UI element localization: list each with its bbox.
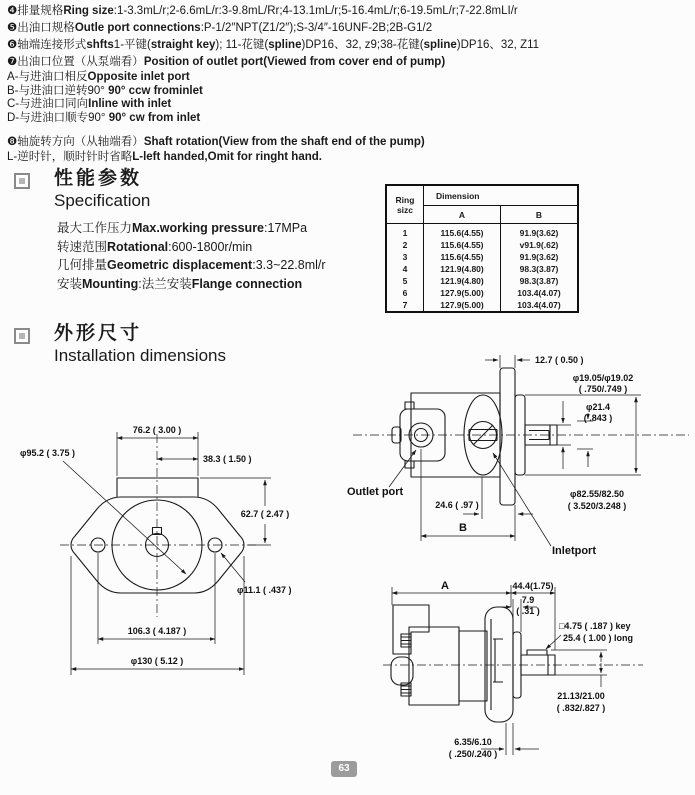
mounting-flange-disc bbox=[485, 607, 513, 722]
table-row bbox=[386, 287, 578, 299]
spec-title-en: Specification bbox=[54, 191, 151, 210]
table-cell: 98.3(3.87) bbox=[501, 263, 579, 275]
dim-label-11: φ11.1 ( .437 ) bbox=[237, 585, 292, 595]
table-cell: 115.6(4.55) bbox=[424, 239, 501, 251]
table-cell: v91.9(.62) bbox=[501, 239, 579, 251]
table-row bbox=[386, 299, 578, 312]
dims-title-zh: 外形尺寸 bbox=[54, 323, 143, 344]
top-notes bbox=[7, 3, 539, 165]
shaft-key bbox=[527, 650, 547, 655]
table-cell: 91.9(3.62) bbox=[501, 224, 579, 240]
dim-label-444: 44.4(1.75) bbox=[512, 581, 554, 591]
table-row bbox=[386, 224, 578, 240]
spec-table-body bbox=[386, 224, 578, 313]
table-row bbox=[386, 251, 578, 263]
table-cell: 91.9(3.62) bbox=[501, 251, 579, 263]
note-outlet-connections: ❺出油口规格Outle port connections:P-1/2″NPT(Z1/2″);S-3/4″-16UNF-2B;2B-G1/2 bbox=[7, 22, 433, 34]
spec-displacement: 几何排量Geometric displacement:3.3~22.8ml/r bbox=[57, 258, 326, 272]
dim-label-19b: ( .750/.749 ) bbox=[578, 384, 628, 394]
table-cell: 121.9(4.80) bbox=[424, 263, 501, 275]
dim-label-2113a: 21.13/21.00 bbox=[557, 691, 605, 701]
note-position-d: D-与进油口顺专90° 90° cw from inlet bbox=[7, 111, 201, 124]
table-cell: 1 bbox=[386, 224, 424, 240]
table-cell: 5 bbox=[386, 275, 424, 287]
side-view-drawing bbox=[345, 337, 695, 580]
key-note-line2: 25.4 ( 1.00 ) long bbox=[563, 633, 634, 643]
table-cell: 2 bbox=[386, 239, 424, 251]
table-cell: 3 bbox=[386, 251, 424, 263]
section-bullet-icon bbox=[14, 328, 30, 344]
key-note-line1: □4.75 ( .187 ) key bbox=[559, 621, 631, 631]
table-cell: 127.9(5.00) bbox=[424, 287, 501, 299]
inlet-port-label: Inletport bbox=[552, 545, 596, 557]
table-cell: 115.6(4.55) bbox=[424, 251, 501, 263]
note-position-a: A-与进油口相反Opposite inlet port bbox=[7, 71, 190, 83]
dim-label-106: 106.3 ( 4.187 ) bbox=[127, 626, 187, 636]
table-header-a: A bbox=[424, 206, 501, 224]
table-cell: 7 bbox=[386, 299, 424, 312]
dim-label-76: 76.2 ( 3.00 ) bbox=[132, 425, 182, 435]
table-row bbox=[386, 263, 578, 275]
page-number-badge: 63 bbox=[331, 761, 357, 777]
dim-label-38: 38.3 ( 1.50 ) bbox=[203, 454, 252, 464]
spec-section-header bbox=[14, 168, 150, 212]
shaft-view-dimensions bbox=[392, 585, 607, 755]
note-outlet-position: ❼出油口位置（从泵端看）Position of outlet port(Viewed from cover end of pump) bbox=[7, 56, 446, 68]
table-cell: 6 bbox=[386, 287, 424, 299]
pump-body-outline bbox=[392, 368, 557, 505]
dim-label-21b: ( .843 ) bbox=[583, 413, 613, 423]
flange-outline bbox=[71, 478, 244, 593]
dim-label-246: 24.6 ( .97 ) bbox=[435, 500, 479, 510]
dim-label-a: A bbox=[441, 580, 449, 592]
shaft-view-drawing bbox=[345, 577, 695, 782]
dims-section-header bbox=[14, 323, 226, 367]
note-ring-size: ❹排量规格Ring size:1-3.3mL/r;2-6.6mL/r:3-9.8mL/Rr;4-13.1mL/r;5-16.4mL/r;6-19.5mL/r;7-22.8mLI/r bbox=[7, 5, 518, 17]
spec-max-pressure: 最大工作压力Max.working pressure:17MPa bbox=[57, 221, 308, 235]
pump-body-outline bbox=[391, 605, 555, 722]
dim-label-79a: 7.9 bbox=[521, 595, 535, 605]
dim-label-2113b: ( .832/.827 ) bbox=[556, 703, 606, 713]
table-cell: 121.9(4.80) bbox=[424, 275, 501, 287]
table-header-ring: Ring sizc bbox=[386, 185, 424, 224]
dim-label-82a: φ82.55/82.50 bbox=[570, 489, 624, 499]
note-rotation-l: L-逆时针，顺时针时省略L-left handed,Omit for ringht hand. bbox=[7, 151, 322, 163]
spec-lines bbox=[57, 219, 326, 293]
outlet-port-label: Outlet port bbox=[347, 486, 404, 498]
dim-label-130: φ130 ( 5.12 ) bbox=[130, 656, 184, 666]
table-cell: 103.4(4.07) bbox=[501, 299, 579, 312]
table-cell: 127.9(5.00) bbox=[424, 299, 501, 312]
table-header-b: B bbox=[501, 206, 579, 224]
dim-label-82b: ( 3.520/3.248 ) bbox=[567, 501, 627, 511]
table-cell: 98.3(3.87) bbox=[501, 275, 579, 287]
note-shaft-rotation: ❽轴旋转方向（从轴端看）Shaft rotation(View from the shaft end of the pump) bbox=[7, 136, 425, 148]
note-position-b: B-与进油口逆转90° 90° ccw frominlet bbox=[7, 84, 203, 97]
dim-label-127: 12.7 ( 0.50 ) bbox=[535, 355, 584, 365]
table-row bbox=[386, 239, 578, 251]
spec-rotational: 转速范围Rotational:600-1800r/min bbox=[57, 239, 253, 254]
port-boss bbox=[391, 657, 413, 685]
dim-label-62: 62.7 ( 2.47 ) bbox=[240, 509, 290, 519]
note-position-c: C-与进油口同向Inline with inlet bbox=[7, 98, 172, 110]
dim-label-635a: 6.35/6.10 bbox=[454, 737, 492, 747]
table-header-dimension: Dimension bbox=[424, 185, 579, 206]
spec-title-zh: 性能参数 bbox=[54, 168, 143, 189]
dim-label-19a: φ19.05/φ19.02 bbox=[572, 373, 634, 383]
dim-label-b: B bbox=[459, 522, 467, 534]
dim-label-21a: φ21.4 bbox=[586, 402, 610, 412]
table-cell: 4 bbox=[386, 263, 424, 275]
note-shaft-type: ❻轴端连接形式shfts1-平键(straight key); 11-花键(spline)DP16、32, z9;38-花键(spline)DP16、32, Z11 bbox=[7, 39, 540, 51]
spec-mounting: 安装Mounting:法兰安装Flange connection bbox=[57, 276, 303, 291]
front-view-drawing bbox=[8, 412, 343, 687]
table-cell: 103.4(4.07) bbox=[501, 287, 579, 299]
section-bullet-icon bbox=[14, 173, 30, 189]
table-cell: 115.6(4.55) bbox=[424, 224, 501, 240]
table-row bbox=[386, 275, 578, 287]
dim-label-95: φ95.2 ( 3.75 ) bbox=[20, 448, 75, 458]
spec-table bbox=[385, 184, 579, 313]
dims-title-en: Installation dimensions bbox=[54, 346, 226, 365]
dim-label-79b: ( .31 ) bbox=[516, 606, 540, 616]
dim-label-635b: ( .250/.240 ) bbox=[448, 749, 498, 759]
